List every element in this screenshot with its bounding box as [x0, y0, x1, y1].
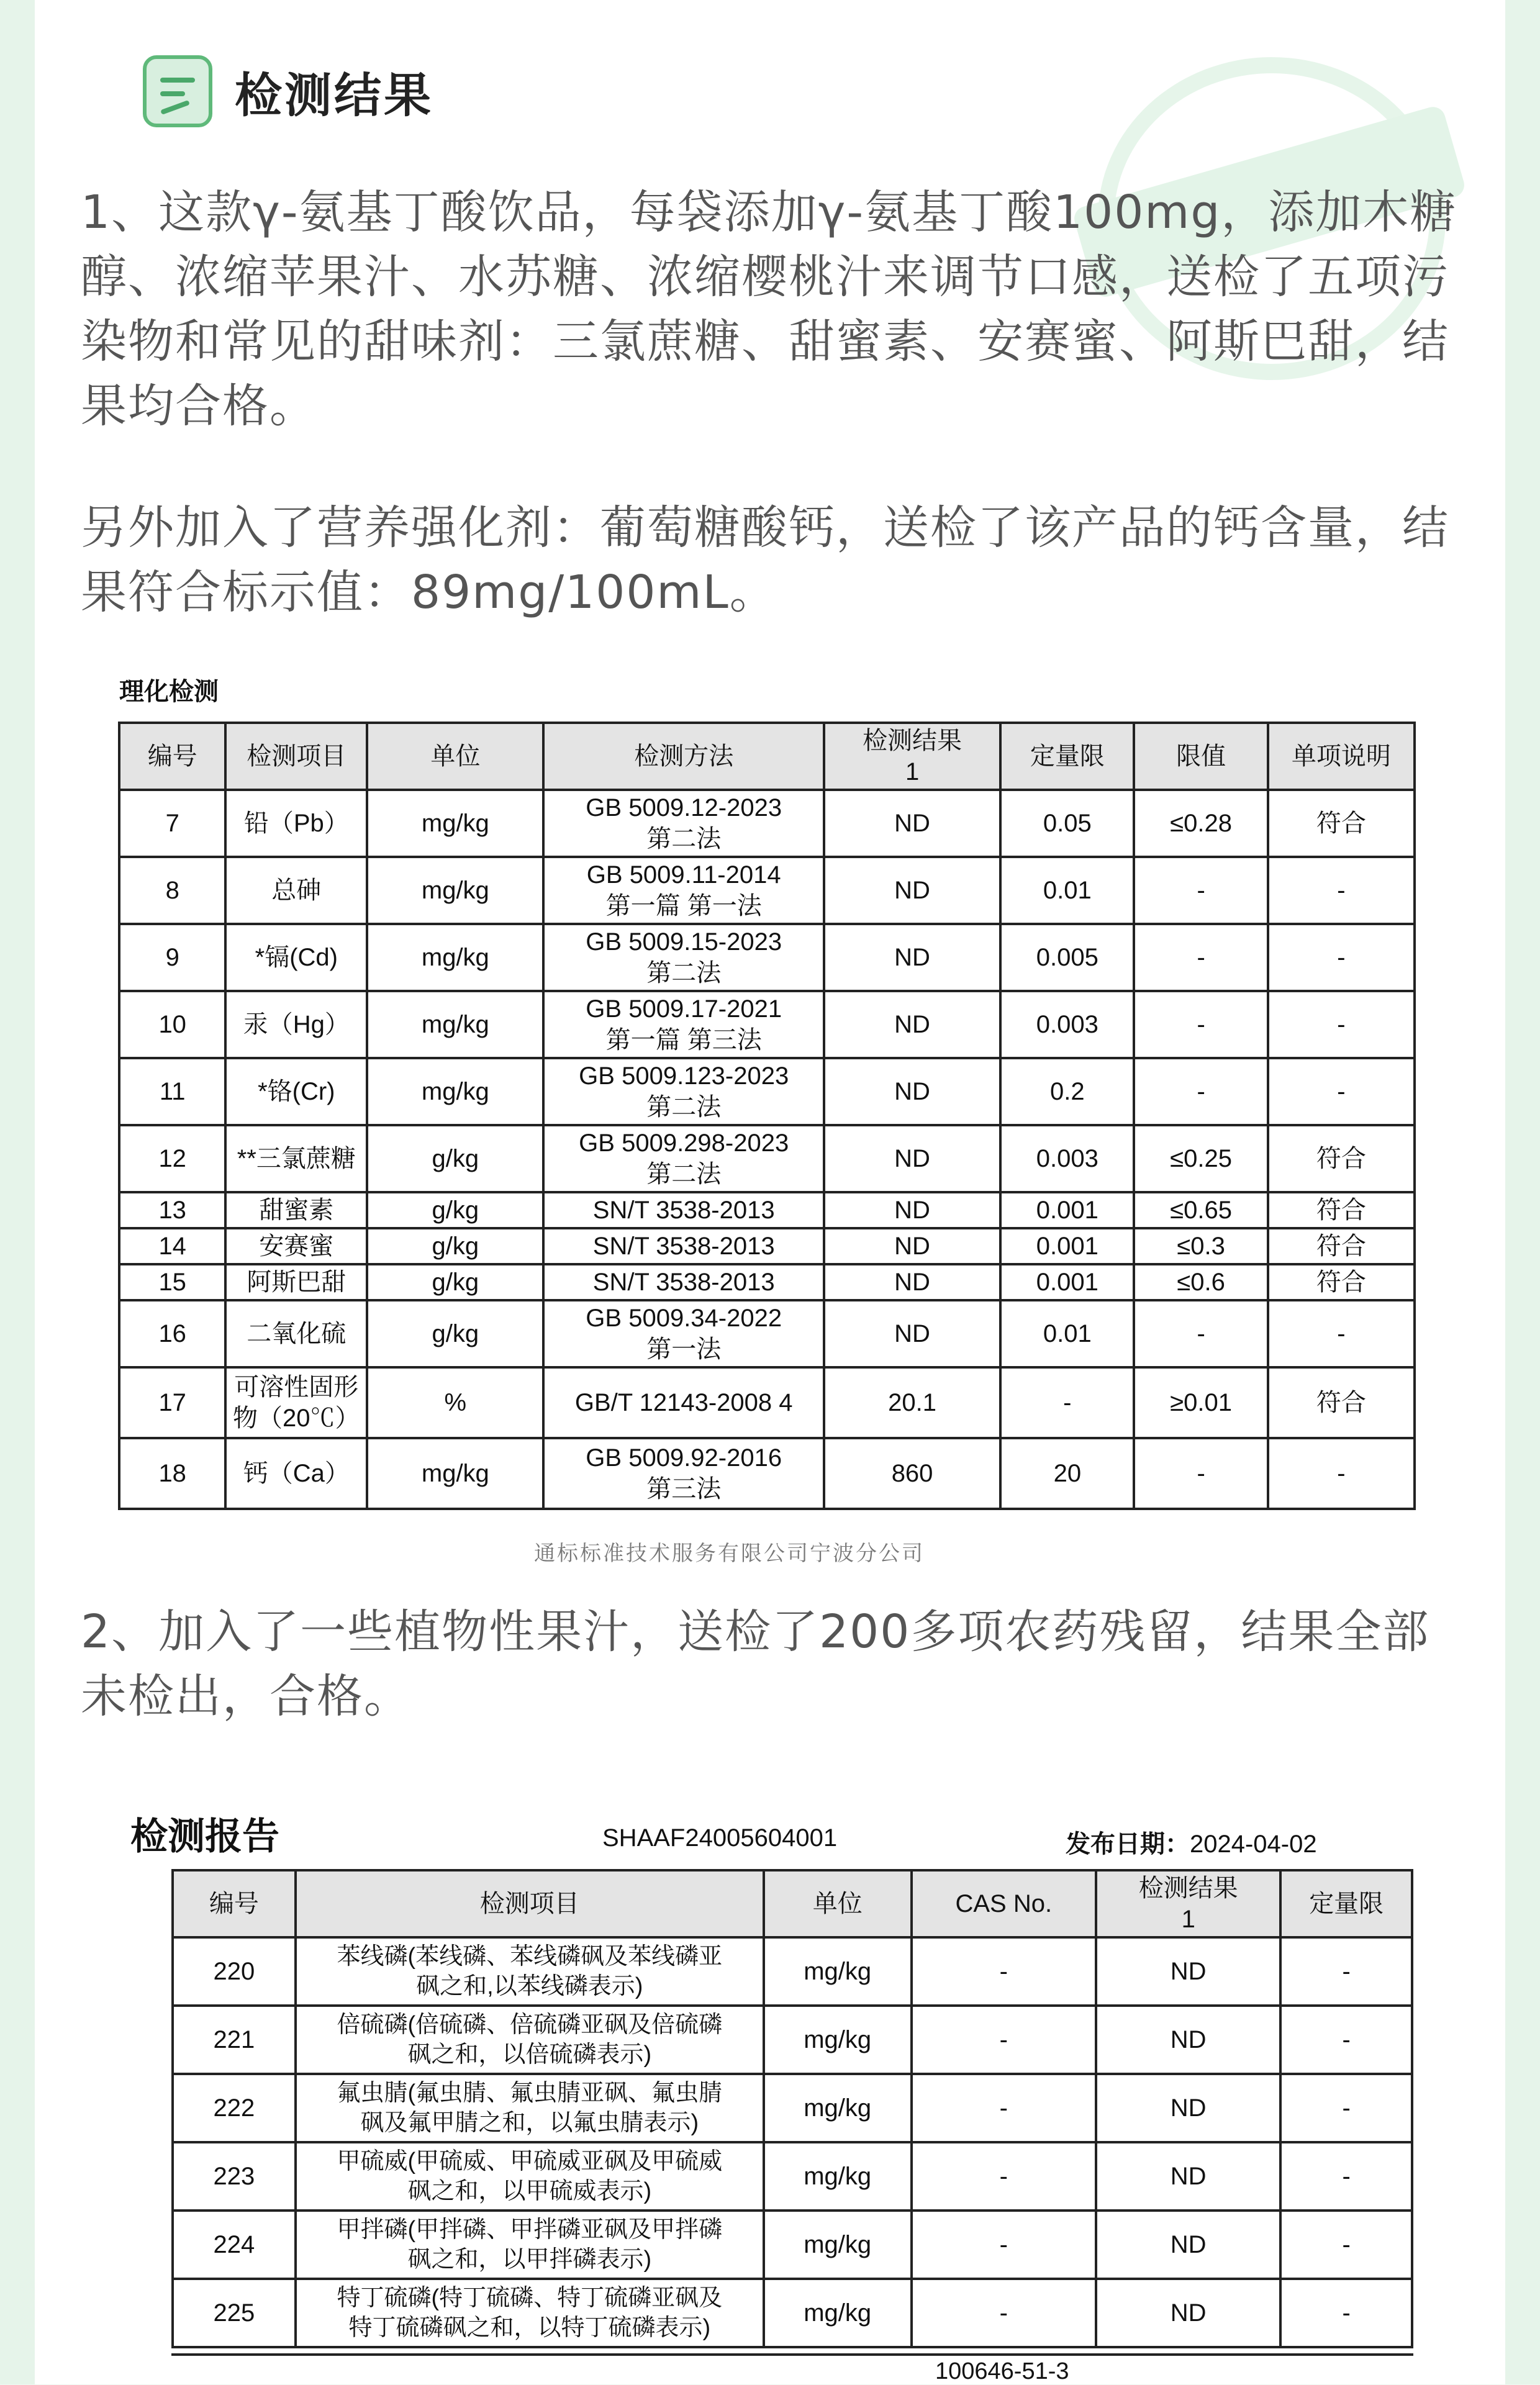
table1-cell: - — [1134, 1438, 1267, 1509]
table2-cell: mg/kg — [764, 2279, 912, 2347]
table1-cell: 0.01 — [1000, 1300, 1134, 1367]
table1-cell: 0.003 — [1000, 1125, 1134, 1192]
table1-cell: 12 — [119, 1125, 225, 1192]
paragraph-sweeteners: 1、这款γ-氨基丁酸饮品，每袋添加γ-氨基丁酸100mg，添加木糖醇、浓缩苹果汁、水苏糖、浓缩樱桃汁来调节口感，送检了五项污染物和常见的甜味剂：三氯蔗糖、甜蜜素、安赛蜜、阿斯巴甜，结果均合格。 — [81, 186, 1457, 433]
table2-cell: mg/kg — [764, 2074, 912, 2142]
table2-cell: ND — [1096, 2279, 1280, 2347]
table1-cell: - — [1268, 1438, 1415, 1509]
table1-cell: 0.001 — [1000, 1228, 1134, 1264]
table1-cell: 符合 — [1268, 1367, 1415, 1438]
table2-cell: 特丁硫磷(特丁硫磷、特丁硫磷亚砜及 特丁硫磷砜之和，以特丁硫磷表示) — [296, 2279, 764, 2347]
table1-cell: SN/T 3538-2013 — [543, 1192, 823, 1228]
table1-header-cell: 单项说明 — [1268, 723, 1415, 790]
section-title: 检测结果 — [235, 67, 433, 123]
table1-header-cell: 定量限 — [1000, 723, 1134, 790]
paragraph-calcium: 另外加入了营养强化剂：葡萄糖酸钙，送检了该产品的钙含量，结果符合标示值：89mg/100mL。 — [81, 501, 1449, 619]
table1-cell: 0.001 — [1000, 1192, 1134, 1228]
table1-cell: GB 5009.17-2021 第一篇 第三法 — [543, 991, 823, 1058]
table1-cell: 符合 — [1268, 790, 1415, 857]
table2-cell: - — [1280, 2279, 1412, 2347]
table2-cell: - — [1280, 2074, 1412, 2142]
table1-cell: mg/kg — [367, 1438, 543, 1509]
report-date-value: 2024-04-02 — [1190, 1831, 1317, 1858]
table1-cell: ND — [824, 1264, 1000, 1300]
table2-row — [173, 2279, 1412, 2347]
table1-cell: - — [1134, 924, 1267, 991]
table1-row — [119, 1228, 1415, 1264]
table1-cell: GB 5009.298-2023 第二法 — [543, 1125, 823, 1192]
report-date-label: 发布日期： — [1066, 1831, 1190, 1858]
table1-cell: 13 — [119, 1192, 225, 1228]
table1-cell: 9 — [119, 924, 225, 991]
table1-cell: SN/T 3538-2013 — [543, 1228, 823, 1264]
table2-cell: ND — [1096, 2211, 1280, 2279]
right-background-rail — [1505, 0, 1540, 2384]
table2-header-cell: 编号 — [173, 1870, 296, 1937]
table2-row — [173, 2142, 1412, 2211]
table2-cell: 221 — [173, 2006, 296, 2074]
table1-cell: 二氧化硫 — [225, 1300, 367, 1367]
table2-cell: 225 — [173, 2279, 296, 2347]
table1-cell: g/kg — [367, 1264, 543, 1300]
table1-cell: g/kg — [367, 1228, 543, 1264]
pesticide-residue-table — [171, 1869, 1413, 2348]
table1-cell: 20 — [1000, 1438, 1134, 1509]
table1-cell: 14 — [119, 1228, 225, 1264]
table2-cell: mg/kg — [764, 1937, 912, 2006]
table1-row — [119, 1192, 1415, 1228]
table2-cell: 222 — [173, 2074, 296, 2142]
lab-name-cut-off — [534, 1536, 925, 1549]
table2-cell: - — [912, 2074, 1096, 2142]
table1-cell: 安赛蜜 — [225, 1228, 367, 1264]
table1-header-cell: 检测方法 — [543, 723, 823, 790]
table1-cell: mg/kg — [367, 857, 543, 924]
table1-cell: - — [1268, 924, 1415, 991]
table2-cell: mg/kg — [764, 2142, 912, 2211]
table2-row — [173, 2211, 1412, 2279]
table2-cell: - — [912, 2279, 1096, 2347]
table1-cell: 符合 — [1268, 1228, 1415, 1264]
table2-row — [173, 2074, 1412, 2142]
table1-cell: SN/T 3538-2013 — [543, 1264, 823, 1300]
table1-cell: ≤0.28 — [1134, 790, 1267, 857]
table1-cell: % — [367, 1367, 543, 1438]
table2-header-cell: 检测项目 — [296, 1870, 764, 1937]
table2-cell: - — [912, 2211, 1096, 2279]
table1-row — [119, 1300, 1415, 1367]
table1-cell: 汞（Hg） — [225, 991, 367, 1058]
table1-row — [119, 1264, 1415, 1300]
report-number: SHAAF24005604001 — [602, 1824, 838, 1852]
table1-cell: GB 5009.15-2023 第二法 — [543, 924, 823, 991]
table1-cell: *铬(Cr) — [225, 1058, 367, 1125]
table1-cell: ≤0.3 — [1134, 1228, 1267, 1264]
table1-cell: 10 — [119, 991, 225, 1058]
table2-cell: 甲拌磷(甲拌磷、甲拌磷亚砜及甲拌磷 砜之和，以甲拌磷表示) — [296, 2211, 764, 2279]
table1-cell: 0.003 — [1000, 991, 1134, 1058]
table1-cell: 15 — [119, 1264, 225, 1300]
table1-cell: - — [1268, 1300, 1415, 1367]
report-date — [1066, 1824, 1317, 1860]
table1-cell: ND — [824, 991, 1000, 1058]
table1-row — [119, 924, 1415, 991]
table1-cell: 0.001 — [1000, 1264, 1134, 1300]
table1-header-cell: 检测项目 — [225, 723, 367, 790]
table1-cell: GB 5009.92-2016 第三法 — [543, 1438, 823, 1509]
table2-row — [173, 2006, 1412, 2074]
table1-cell: - — [1134, 1300, 1267, 1367]
table2-cell: 220 — [173, 1937, 296, 2006]
table1-cell: 符合 — [1268, 1192, 1415, 1228]
table1-cell: - — [1268, 1058, 1415, 1125]
report-clipboard-icon — [143, 55, 212, 127]
table1-cell: 20.1 — [824, 1367, 1000, 1438]
table1-row — [119, 1125, 1415, 1192]
table1-cell: GB 5009.34-2022 第一法 — [543, 1300, 823, 1367]
table1-header-cell: 编号 — [119, 723, 225, 790]
table2-header-cell: 检测结果 1 — [1096, 1870, 1280, 1937]
table1-cell: GB 5009.11-2014 第一篇 第一法 — [543, 857, 823, 924]
table2-cell: - — [912, 2142, 1096, 2211]
table1-cell: ≥0.01 — [1134, 1367, 1267, 1438]
table2-cell: - — [1280, 2211, 1412, 2279]
table1-header-cell: 检测结果 1 — [824, 723, 1000, 790]
table2-cell: mg/kg — [764, 2006, 912, 2074]
table2-cell: 氟虫腈(氟虫腈、氟虫腈亚砜、氟虫腈 砜及氟甲腈之和，以氟虫腈表示) — [296, 2074, 764, 2142]
table1-row — [119, 1438, 1415, 1509]
table1-cell: 铅（Pb） — [225, 790, 367, 857]
table1-cell: ND — [824, 1228, 1000, 1264]
table2-row — [173, 1937, 1412, 2006]
table1-cell: ND — [824, 924, 1000, 991]
table1-row — [119, 1367, 1415, 1438]
table2-header-cell: 单位 — [764, 1870, 912, 1937]
table1-cell: 18 — [119, 1438, 225, 1509]
table1-cell: ND — [824, 1300, 1000, 1367]
table1-cell: 总砷 — [225, 857, 367, 924]
table1-cell: 17 — [119, 1367, 225, 1438]
table2-cell: mg/kg — [764, 2211, 912, 2279]
table1-cell: 11 — [119, 1058, 225, 1125]
table1-cell: ND — [824, 857, 1000, 924]
table1-row — [119, 991, 1415, 1058]
table1-header-cell: 限值 — [1134, 723, 1267, 790]
table2-cut-row — [171, 2353, 1413, 2384]
table2-cell: 224 — [173, 2211, 296, 2279]
table1-cell: 符合 — [1268, 1125, 1415, 1192]
table1-cell: g/kg — [367, 1192, 543, 1228]
table1-cell: 0.2 — [1000, 1058, 1134, 1125]
table1-cell: 甜蜜素 — [225, 1192, 367, 1228]
table2-cell: ND — [1096, 1937, 1280, 2006]
table1-cell: GB 5009.123-2023 第二法 — [543, 1058, 823, 1125]
table2-cell: ND — [1096, 2142, 1280, 2211]
table1-cell: **三氯蔗糖 — [225, 1125, 367, 1192]
table1-cell: ND — [824, 1192, 1000, 1228]
table1-cell: 钙（Ca） — [225, 1438, 367, 1509]
table1-header-cell: 单位 — [367, 723, 543, 790]
table1-cell: mg/kg — [367, 991, 543, 1058]
table1-cell: *镉(Cd) — [225, 924, 367, 991]
table1-cell: 0.05 — [1000, 790, 1134, 857]
table1-cell: mg/kg — [367, 790, 543, 857]
table2-cell: - — [1280, 1937, 1412, 2006]
table1-cell: 符合 — [1268, 1264, 1415, 1300]
table1-cell: 阿斯巴甜 — [225, 1264, 367, 1300]
physchem-test-table — [118, 722, 1416, 1510]
table1-cell: GB/T 12143-2008 4 — [543, 1367, 823, 1438]
table1-cell: ≤0.6 — [1134, 1264, 1267, 1300]
table1-cell: - — [1134, 991, 1267, 1058]
table1-cell: g/kg — [367, 1300, 543, 1367]
section-header — [143, 51, 433, 132]
left-background-rail — [0, 0, 35, 2384]
table2-cell: - — [912, 1937, 1096, 2006]
table2-cell: 223 — [173, 2142, 296, 2211]
table1-cell: 7 — [119, 790, 225, 857]
cut-row-cas: 100646-51-3 — [935, 2358, 1069, 2384]
table2-header-cell: 定量限 — [1280, 1870, 1412, 1937]
table1-cell: - — [1268, 991, 1415, 1058]
table1-cell: mg/kg — [367, 924, 543, 991]
table1-cell: 860 — [824, 1438, 1000, 1509]
table1-cell: ND — [824, 790, 1000, 857]
table2-cell: - — [1280, 2006, 1412, 2074]
table2-cell: - — [912, 2006, 1096, 2074]
table1-cell: 0.01 — [1000, 857, 1134, 924]
table1-cell: ≤0.65 — [1134, 1192, 1267, 1228]
table2-cell: ND — [1096, 2074, 1280, 2142]
table1-cell: 8 — [119, 857, 225, 924]
table1-cell: mg/kg — [367, 1058, 543, 1125]
table1-caption: 理化检测 — [119, 677, 219, 706]
table1-row — [119, 857, 1415, 924]
table1-row — [119, 1058, 1415, 1125]
table1-cell: GB 5009.12-2023 第二法 — [543, 790, 823, 857]
table2-header-cell: CAS No. — [912, 1870, 1096, 1937]
table2-cell: 甲硫威(甲硫威、甲硫威亚砜及甲硫威 砜之和，以甲硫威表示) — [296, 2142, 764, 2211]
table1-cell: ND — [824, 1125, 1000, 1192]
table1-cell: g/kg — [367, 1125, 543, 1192]
table1-cell: 16 — [119, 1300, 225, 1367]
table1-cell: - — [1134, 857, 1267, 924]
table2-cell: 倍硫磷(倍硫磷、倍硫磷亚砜及倍硫磷 砜之和，以倍硫磷表示) — [296, 2006, 764, 2074]
table1-cell: - — [1268, 857, 1415, 924]
table1-row — [119, 790, 1415, 857]
table1-cell: - — [1000, 1367, 1134, 1438]
table1-cell: 可溶性固形 物（20℃） — [225, 1367, 367, 1438]
table2-cell: - — [1280, 2142, 1412, 2211]
table2-cell: ND — [1096, 2006, 1280, 2074]
table1-cell: ND — [824, 1058, 1000, 1125]
paragraph-pesticides: 2、加入了一些植物性果汁，送检了200多项农药残留，结果全部未检出，合格。 — [81, 1605, 1430, 1723]
table2-cell: 苯线磷(苯线磷、苯线磷砜及苯线磷亚 砜之和,以苯线磷表示) — [296, 1937, 764, 2006]
table1-cell: 0.005 — [1000, 924, 1134, 991]
report-title: 检测报告 — [130, 1815, 279, 1858]
table1-cell: - — [1134, 1058, 1267, 1125]
table1-cell: ≤0.25 — [1134, 1125, 1267, 1192]
